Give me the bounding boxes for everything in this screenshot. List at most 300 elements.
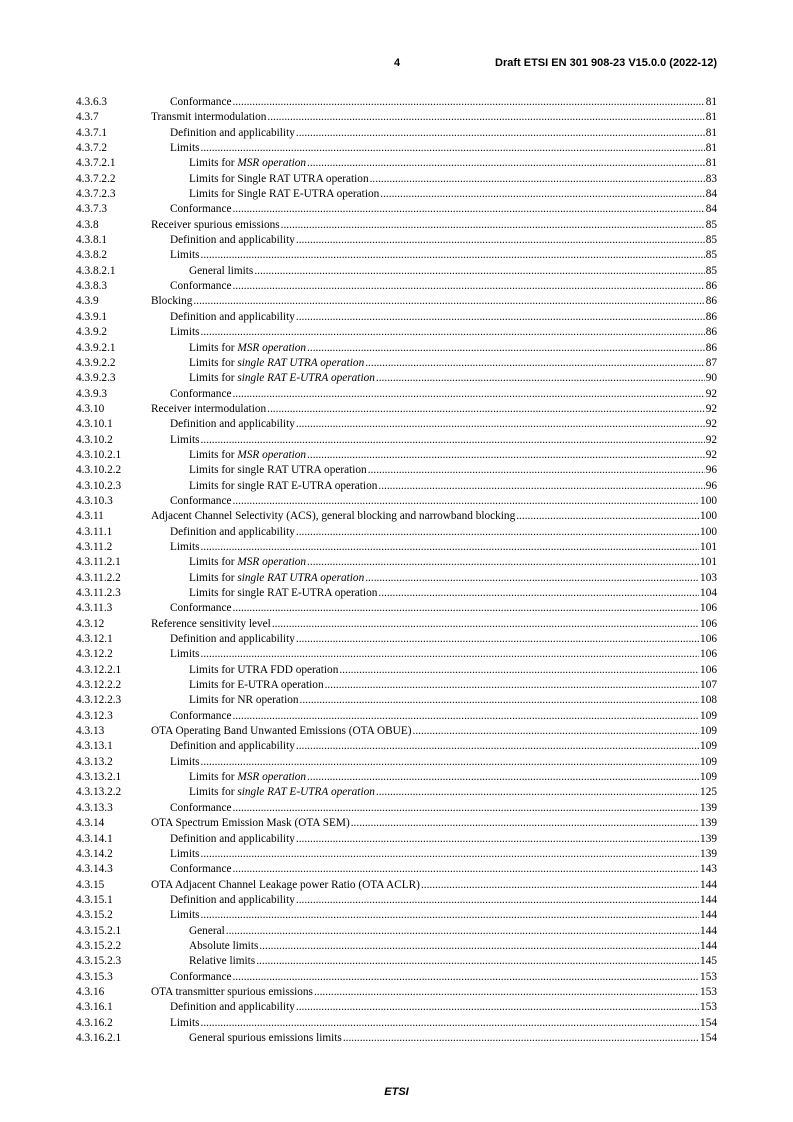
toc-entry-number: 4.3.10.1	[76, 418, 113, 431]
toc-entry-title	[170, 494, 231, 509]
toc-entry-title-text: Conformance	[170, 280, 232, 293]
toc-entry-title-text: Transmit intermodulation	[151, 111, 267, 124]
toc-entry-line	[189, 954, 717, 969]
toc-entry-page: 86	[705, 310, 717, 323]
toc-entry-line	[170, 141, 717, 156]
toc-entry-number: 4.3.15.1	[76, 893, 113, 906]
toc-entry-page: 139	[700, 847, 717, 860]
toc-entry-title-text: Limits for	[189, 341, 238, 354]
toc-entry-title	[170, 233, 295, 248]
toc-entry-number: 4.3.7.1	[76, 126, 108, 139]
dot-leader	[201, 1016, 700, 1031]
toc-entry-title	[151, 294, 192, 309]
toc-entry-line	[151, 294, 717, 309]
toc-entry-title	[170, 202, 231, 217]
toc-entry-title	[170, 908, 200, 923]
toc-entry-title	[151, 110, 266, 125]
toc-entry-title-text: Limits for single RAT E-UTRA operation	[189, 587, 378, 599]
toc-entry-title-text: Definition and applicability	[170, 1001, 295, 1014]
toc-entry-page: 106	[700, 602, 717, 615]
dot-leader	[296, 525, 699, 540]
dot-leader	[201, 433, 705, 448]
toc-entry-page: 145	[700, 955, 717, 968]
toc-entry-number: 4.3.16.2	[76, 1016, 113, 1029]
toc-entry-number: 4.3.13.1	[76, 740, 113, 753]
toc-entry-page: 84	[705, 188, 717, 201]
toc-entry[interactable]	[76, 755, 717, 770]
toc-entry-page: 96	[705, 479, 717, 492]
dot-leader	[272, 617, 699, 632]
toc-entry-title-text: Limits	[170, 1016, 200, 1029]
toc-entry[interactable]	[76, 294, 717, 309]
toc-entry-title-text: Limits	[170, 648, 200, 661]
toc-entry-title	[170, 847, 200, 862]
toc-entry-page: 109	[700, 709, 717, 722]
toc-entry-page: 144	[700, 909, 717, 922]
dot-leader	[232, 601, 699, 616]
toc-entry-title	[189, 1031, 342, 1046]
toc-entry-number: 4.3.15.2.2	[76, 939, 122, 952]
toc-entry-title	[151, 402, 266, 417]
toc-entry-line	[170, 417, 717, 432]
toc-entry-line	[170, 739, 717, 754]
toc-entry-title	[189, 172, 369, 187]
toc-entry-line	[189, 371, 717, 386]
toc-entry-title-italic: MSR operation	[237, 448, 307, 461]
toc-entry[interactable]	[76, 939, 717, 954]
dot-leader	[232, 494, 699, 509]
toc-entry-line	[170, 433, 717, 448]
toc-entry-title-text: Receiver intermodulation	[151, 402, 267, 415]
toc-entry-number: 4.3.12.2.2	[76, 679, 122, 692]
toc-entry-page: 107	[700, 679, 717, 692]
toc-entry-line	[189, 187, 717, 202]
toc-entry-page: 85	[705, 218, 717, 231]
dot-leader	[232, 862, 699, 877]
toc-entry-page: 92	[705, 448, 717, 461]
toc-entry-line	[151, 617, 717, 632]
toc-entry-title	[170, 310, 295, 325]
toc-entry[interactable]	[76, 816, 717, 831]
toc-entry[interactable]	[76, 540, 717, 555]
toc-entry-title	[189, 371, 375, 386]
toc-entry-page: 153	[700, 1001, 717, 1014]
toc-entry[interactable]	[76, 402, 717, 417]
toc-entry-number: 4.3.15.2.3	[76, 955, 122, 968]
toc-entry-line	[170, 202, 717, 217]
dot-leader	[226, 924, 699, 939]
toc-entry-line	[170, 832, 717, 847]
dot-leader	[232, 202, 704, 217]
toc-entry-line	[189, 264, 717, 279]
toc-entry-page: 153	[700, 985, 717, 998]
toc-entry-page: 92	[705, 387, 717, 400]
toc-entry-line	[170, 233, 717, 248]
dot-leader	[351, 816, 699, 831]
toc-entry-line	[170, 1000, 717, 1015]
toc-entry[interactable]	[76, 356, 717, 371]
toc-entry-page: 153	[700, 970, 717, 983]
toc-entry-line	[170, 601, 717, 616]
toc-entry-page: 85	[705, 234, 717, 247]
toc-entry[interactable]	[76, 970, 717, 985]
toc-entry-title-italic: MSR operation	[237, 556, 307, 569]
toc-entry-number: 4.3.16.2.1	[76, 1031, 122, 1044]
dot-leader	[201, 847, 700, 862]
toc-entry-title	[151, 985, 313, 1000]
toc-entry[interactable]	[76, 494, 717, 509]
toc-entry[interactable]	[76, 785, 717, 800]
toc-entry-title	[151, 724, 412, 739]
toc-entry-line	[170, 1016, 717, 1031]
toc-entry[interactable]	[76, 709, 717, 724]
toc-entry-title	[170, 433, 200, 448]
toc-entry-page: 154	[700, 1031, 717, 1044]
toc-entry-title	[170, 755, 200, 770]
dot-leader	[232, 95, 704, 110]
dot-leader	[413, 724, 700, 739]
toc-entry-number: 4.3.7.2.2	[76, 172, 116, 185]
toc-entry-line	[170, 893, 717, 908]
dot-leader	[296, 739, 699, 754]
toc-entry-title-text: Conformance	[170, 602, 232, 615]
toc-entry[interactable]	[76, 310, 717, 325]
toc-entry-page: 83	[705, 172, 717, 185]
toc-entry-number: 4.3.13.3	[76, 801, 113, 814]
toc-entry[interactable]	[76, 601, 717, 616]
toc-entry[interactable]	[76, 862, 717, 877]
toc-entry-number: 4.3.10	[76, 402, 105, 415]
page-footer: ETSI	[384, 1086, 409, 1098]
toc-entry-title	[189, 693, 299, 708]
dot-leader	[254, 264, 704, 279]
toc-entry-page: 92	[705, 418, 717, 431]
toc-entry[interactable]	[76, 433, 717, 448]
toc-entry-number: 4.3.11.2.1	[76, 556, 121, 569]
toc-entry-number: 4.3.11.2.2	[76, 571, 121, 584]
toc-entry[interactable]	[76, 264, 717, 279]
toc-entry-line	[170, 847, 717, 862]
dot-leader	[376, 785, 699, 800]
toc-entry-page: 109	[700, 740, 717, 753]
toc-entry-line	[189, 924, 717, 939]
dot-leader	[339, 663, 699, 678]
dot-leader	[201, 647, 700, 662]
toc-entry[interactable]	[76, 801, 717, 816]
toc-entry-title	[151, 878, 420, 893]
toc-entry-page: 100	[700, 525, 717, 538]
dot-leader	[201, 248, 705, 263]
toc-entry-title	[151, 816, 350, 831]
toc-entry[interactable]	[76, 248, 717, 263]
toc-entry[interactable]	[76, 341, 717, 356]
toc-entry-title-text: Limits for	[189, 786, 238, 799]
toc-entry-title-text: Conformance	[170, 801, 232, 814]
toc-entry[interactable]	[76, 387, 717, 402]
toc-entry-number: 4.3.14.3	[76, 863, 113, 876]
toc-entry-title	[170, 709, 231, 724]
toc-entry-number: 4.3.11	[76, 510, 104, 523]
dot-leader	[232, 801, 699, 816]
toc-entry[interactable]	[76, 832, 717, 847]
toc-entry-title	[170, 1000, 295, 1015]
toc-entry[interactable]	[76, 647, 717, 662]
toc-entry-line	[151, 878, 717, 893]
toc-entry-title	[170, 1016, 200, 1031]
toc-entry-number: 4.3.7.2	[76, 142, 108, 155]
dot-leader	[232, 279, 704, 294]
toc-entry-title	[189, 463, 367, 478]
toc-entry-title	[170, 832, 295, 847]
toc-entry-title-text: Limits for NR operation	[189, 694, 299, 707]
toc-entry[interactable]	[76, 847, 717, 862]
toc-entry-title	[170, 325, 200, 340]
toc-entry-number: 4.3.11.3	[76, 602, 113, 615]
toc-entry-title-italic: MSR operation	[237, 157, 307, 170]
dot-leader	[365, 356, 704, 371]
toc-entry-title-text: OTA Adjacent Channel Leakage power Ratio (OTA ACLR)	[151, 878, 420, 891]
toc-entry-page: 86	[705, 295, 717, 308]
toc-entry-page: 106	[700, 633, 717, 646]
toc-entry-page: 108	[700, 694, 717, 707]
dot-leader	[259, 939, 699, 954]
toc-entry-title-text: Limits for	[189, 448, 238, 461]
toc-entry-line	[170, 908, 717, 923]
toc-entry-number: 4.3.13.2.1	[76, 771, 122, 784]
toc-entry-title-italic: MSR operation	[237, 771, 307, 784]
toc-entry[interactable]	[76, 663, 717, 678]
toc-entry[interactable]	[76, 954, 717, 969]
toc-entry-title-text: Limits for single RAT E-UTRA operation	[189, 479, 378, 492]
dot-leader	[365, 571, 699, 586]
toc-entry-title	[189, 586, 377, 601]
toc-entry-title-text: Limits	[170, 433, 200, 446]
toc-entry-line	[189, 356, 717, 371]
dot-leader	[343, 1031, 699, 1046]
dot-leader	[232, 709, 699, 724]
toc-entry[interactable]	[76, 218, 717, 233]
toc-entry[interactable]	[76, 1016, 717, 1031]
toc-entry[interactable]	[76, 95, 717, 110]
dot-leader	[307, 448, 705, 463]
toc-entry-title-text: Conformance	[170, 96, 232, 108]
toc-entry[interactable]	[76, 878, 717, 893]
toc-entry-line	[170, 95, 717, 110]
toc-entry-page: 90	[705, 372, 717, 385]
toc-entry-number: 4.3.11.1	[76, 525, 113, 538]
toc-entry-number: 4.3.12.1	[76, 633, 113, 646]
toc-entry[interactable]	[76, 617, 717, 632]
toc-entry-title-text: Adjacent Channel Selectivity (ACS), general blocking and narrowband blocking	[151, 510, 516, 523]
toc-entry-line	[170, 647, 717, 662]
toc-entry-page: 81	[705, 142, 717, 155]
toc-entry[interactable]	[76, 233, 717, 248]
toc-entry[interactable]	[76, 448, 717, 463]
toc-entry-title-text: Limits	[170, 755, 200, 768]
toc-entry[interactable]	[76, 924, 717, 939]
toc-entry[interactable]	[76, 678, 717, 693]
toc-entry-page: 86	[705, 326, 717, 339]
toc-entry[interactable]	[76, 1000, 717, 1015]
toc-entry-number: 4.3.8.1	[76, 234, 108, 247]
toc-entry-page: 103	[700, 571, 717, 584]
toc-entry-number: 4.3.12.2	[76, 648, 113, 661]
toc-entry[interactable]	[76, 202, 717, 217]
toc-entry-line	[170, 632, 717, 647]
toc-entry-title-text: Limits	[170, 540, 200, 553]
toc-entry-title-text: OTA transmitter spurious emissions	[151, 985, 313, 998]
toc-entry-line	[189, 156, 717, 171]
toc-entry-page: 109	[700, 755, 717, 768]
toc-entry-page: 87	[705, 356, 717, 369]
toc-entry-number: 4.3.6.3	[76, 96, 108, 108]
toc-entry-page: 100	[700, 494, 717, 507]
toc-entry-number: 4.3.7.2.1	[76, 157, 116, 170]
toc-entry-title-text: Definition and applicability	[170, 525, 295, 538]
toc-entry-page: 139	[700, 801, 717, 814]
toc-entry[interactable]	[76, 279, 717, 294]
toc-entry-number: 4.3.14.1	[76, 832, 113, 845]
toc-entry-line	[170, 709, 717, 724]
toc-entry-title-text: General	[189, 924, 225, 937]
toc-entry[interactable]	[76, 724, 717, 739]
toc-entry[interactable]	[76, 417, 717, 432]
toc-entry-line	[151, 110, 717, 125]
toc-entry-line	[170, 970, 717, 985]
toc-entry-number: 4.3.9.2.3	[76, 372, 116, 385]
toc-entry-title-text: Definition and applicability	[170, 234, 295, 247]
toc-entry-title-text: Limits for Single RAT UTRA operation	[189, 172, 369, 185]
toc-entry[interactable]	[76, 463, 717, 478]
toc-entry[interactable]	[76, 555, 717, 570]
toc-entry-title-text: Limits	[170, 249, 200, 262]
toc-entry-title	[170, 647, 200, 662]
toc-entry[interactable]	[76, 1031, 717, 1046]
toc-entry-title-text: Conformance	[170, 709, 232, 722]
toc-entry[interactable]	[76, 156, 717, 171]
toc-entry-page: 144	[700, 924, 717, 937]
toc-entry[interactable]	[76, 479, 717, 494]
toc-entry-title-text: Limits for UTRA FDD operation	[189, 663, 339, 676]
toc-entry-title	[189, 187, 379, 202]
toc-entry[interactable]	[76, 739, 717, 754]
toc-entry[interactable]	[76, 985, 717, 1000]
toc-entry-line	[170, 126, 717, 141]
toc-entry-title-text: Limits	[170, 909, 200, 922]
toc-entry[interactable]	[76, 693, 717, 708]
toc-entry[interactable]	[76, 187, 717, 202]
dot-leader	[296, 126, 705, 141]
toc-entry-number: 4.3.12	[76, 617, 105, 630]
toc-entry-title-text: Absolute limits	[189, 939, 259, 952]
toc-entry-line	[170, 525, 717, 540]
toc-entry-page: 109	[700, 771, 717, 784]
toc-entry[interactable]	[76, 632, 717, 647]
toc-entry-line	[151, 509, 717, 524]
toc-entry-page: 81	[705, 157, 717, 170]
toc-entry[interactable]	[76, 893, 717, 908]
toc-entry-number: 4.3.12.2.3	[76, 694, 122, 707]
toc-entry[interactable]	[76, 509, 717, 524]
toc-entry-title	[170, 801, 231, 816]
dot-leader	[296, 310, 705, 325]
toc-entry-line	[170, 248, 717, 263]
toc-entry[interactable]	[76, 371, 717, 386]
toc-entry[interactable]	[76, 126, 717, 141]
toc-entry-title-text: General spurious emissions limits	[189, 1031, 342, 1044]
toc-entry-number: 4.3.10.3	[76, 494, 113, 507]
toc-entry-number: 4.3.9.3	[76, 387, 108, 400]
dot-leader	[370, 172, 705, 187]
toc-entry-line	[189, 770, 717, 785]
dot-leader	[267, 110, 704, 125]
toc-entry-line	[151, 218, 717, 233]
toc-entry-number: 4.3.15	[76, 878, 105, 891]
toc-entry[interactable]	[76, 770, 717, 785]
toc-entry-line	[189, 693, 717, 708]
dot-leader	[296, 832, 699, 847]
toc-entry-title-text: Definition and applicability	[170, 418, 295, 431]
toc-entry-line	[170, 540, 717, 555]
toc-entry[interactable]	[76, 110, 717, 125]
toc-entry-page: 125	[700, 786, 717, 799]
toc-entry[interactable]	[76, 908, 717, 923]
toc-entry-title	[189, 770, 306, 785]
toc-entry-page: 96	[705, 464, 717, 477]
toc-entry-number: 4.3.15.3	[76, 970, 113, 983]
toc-entry[interactable]	[76, 325, 717, 340]
toc-entry-title-text: Limits for	[189, 372, 238, 385]
toc-entry-line	[151, 985, 717, 1000]
toc-entry-title	[189, 356, 364, 371]
dot-leader	[516, 509, 699, 524]
toc-entry-title	[189, 341, 306, 356]
toc-entry-page: 139	[700, 817, 717, 830]
toc-entry[interactable]	[76, 172, 717, 187]
toc-entry-title	[170, 540, 200, 555]
toc-entry-title-text: Conformance	[170, 863, 232, 876]
toc-entry-number: 4.3.9.2.2	[76, 356, 116, 369]
toc-entry-number: 4.3.7.2.3	[76, 188, 116, 201]
dot-leader	[325, 678, 699, 693]
toc-entry-title-text: Limits for	[189, 556, 238, 569]
toc-entry-title-text: Relative limits	[189, 955, 256, 968]
toc-entry-title	[170, 248, 200, 263]
toc-entry-title-text: Conformance	[170, 970, 232, 983]
toc-entry-title	[170, 632, 295, 647]
toc-entry[interactable]	[76, 586, 717, 601]
toc-entry-title-italic: single RAT E-UTRA operation	[237, 786, 375, 799]
toc-entry-title-text: Limits for Single RAT E-UTRA operation	[189, 188, 380, 201]
page-header	[0, 57, 793, 73]
toc-entry[interactable]	[76, 571, 717, 586]
dot-leader	[307, 156, 705, 171]
toc-entry[interactable]	[76, 525, 717, 540]
toc-entry-title-text: Conformance	[170, 494, 232, 507]
toc-entry-line	[151, 402, 717, 417]
toc-entry-title	[170, 893, 295, 908]
table-of-contents	[76, 95, 717, 1046]
toc-entry-number: 4.3.7	[76, 111, 99, 124]
toc-entry-title	[189, 954, 255, 969]
toc-entry-title-italic: single RAT E-UTRA operation	[237, 372, 375, 385]
toc-entry-number: 4.3.14	[76, 817, 105, 830]
toc-entry-line	[189, 785, 717, 800]
toc-entry[interactable]	[76, 141, 717, 156]
toc-entry-title-italic: MSR operation	[237, 341, 307, 354]
toc-entry-line	[170, 387, 717, 402]
toc-entry-page: 85	[705, 249, 717, 262]
